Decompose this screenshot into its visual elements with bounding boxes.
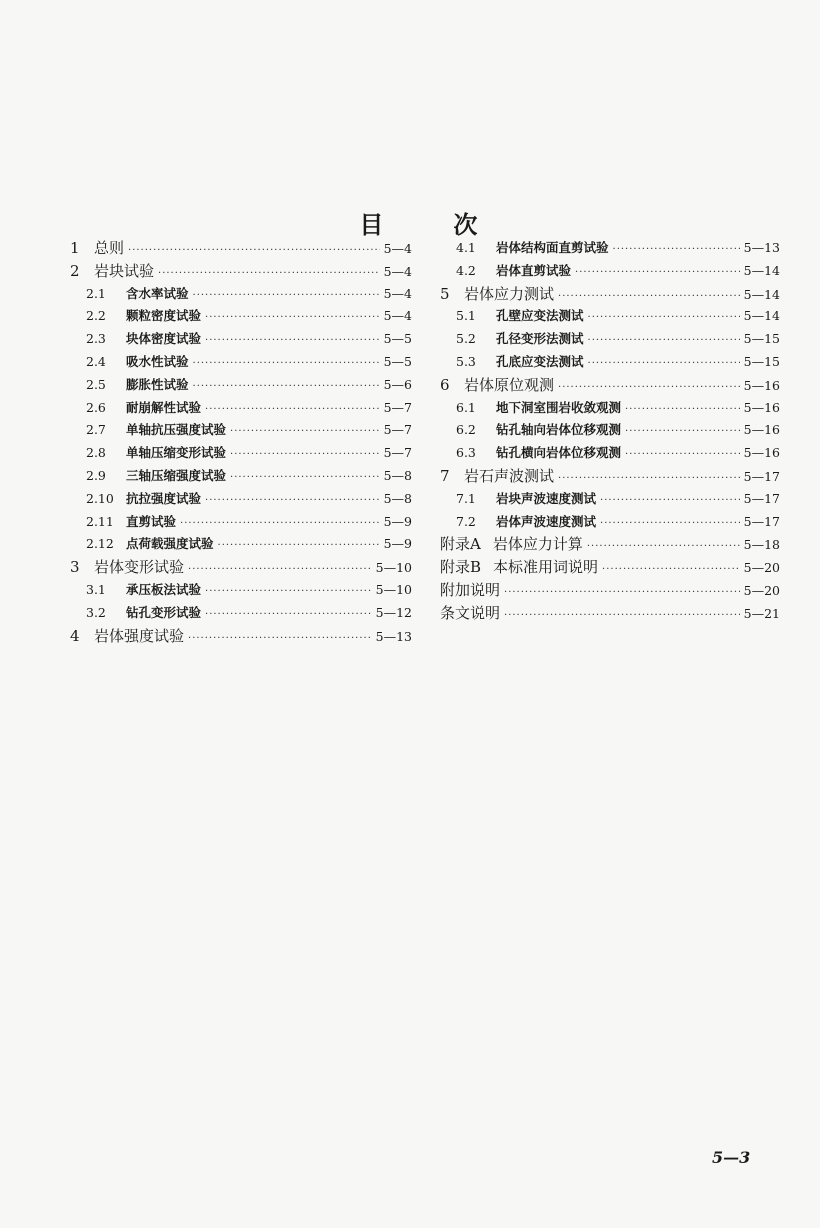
- toc-right-column: [440, 237, 780, 625]
- toc-entry-page: 5—13: [743, 240, 780, 255]
- toc-entry-page: 5—8: [383, 490, 412, 506]
- toc-dot-leader: [205, 490, 380, 513]
- toc-entry-number: 7.2: [456, 513, 476, 529]
- toc-dot-leader: [230, 467, 380, 490]
- toc-entry-title: 岩体直剪试验: [496, 262, 572, 278]
- toc-entry[interactable]: [440, 533, 780, 556]
- toc-entry-title: 抗拉强度试验: [126, 490, 202, 506]
- title-char-1: 目: [359, 210, 384, 239]
- toc-entry-page: 5—20: [743, 582, 780, 598]
- toc-entry-number: 2.10: [86, 490, 114, 506]
- toc-entry-number: 2.5: [86, 376, 106, 392]
- page-title: [0, 176, 820, 240]
- toc-entry-page: 5—4: [383, 285, 412, 301]
- toc-dot-leader: [602, 559, 740, 582]
- toc-entry-page: 5—20: [743, 560, 780, 576]
- toc-entry-title: 岩体声波速度测试: [496, 513, 597, 529]
- toc-dot-leader: [193, 285, 380, 308]
- toc-dot-leader: [193, 353, 380, 376]
- toc-entry-page: 5—7: [383, 445, 412, 461]
- toc-dot-leader: [128, 240, 380, 263]
- toc-entry[interactable]: [70, 465, 412, 488]
- toc-entry-page: 5—13: [375, 628, 412, 644]
- toc-entry-page: 5—5: [383, 331, 412, 347]
- toc-entry-number: 4.1: [456, 240, 476, 255]
- toc-entry-title: 直剪试验: [126, 513, 177, 529]
- toc-entry-title: 岩体应力测试: [464, 284, 555, 303]
- toc-entry-page: 5—4: [383, 308, 412, 324]
- toc-entry-page: 5—14: [743, 308, 780, 324]
- toc-entry[interactable]: [440, 328, 780, 351]
- toc-entry[interactable]: [440, 283, 780, 306]
- toc-dot-leader: [504, 582, 740, 605]
- toc-entry-number: 6.2: [456, 422, 476, 438]
- toc-entry-title: 岩块试验: [94, 261, 155, 280]
- toc-entry[interactable]: [440, 397, 780, 420]
- toc-entry-number: 2.1: [86, 285, 106, 301]
- toc-dot-leader: [575, 262, 740, 285]
- toc-entry[interactable]: [440, 305, 780, 328]
- toc-entry-title: 钻孔变形试验: [126, 604, 202, 620]
- toc-entry-title: 吸水性试验: [126, 353, 189, 369]
- toc-entry-title: 钻孔轴向岩体位移观测: [496, 422, 622, 438]
- toc-dot-leader: [625, 444, 740, 467]
- toc-entry-title: 岩体原位观测: [464, 375, 555, 394]
- toc-entry-page: 5—17: [743, 513, 780, 529]
- toc-entry-title: 总则: [94, 239, 125, 257]
- toc-entry-number: 2: [70, 261, 80, 280]
- toc-dot-leader: [230, 421, 380, 444]
- toc-entry-number: 2.8: [86, 445, 106, 461]
- toc-entry-page: 5—14: [743, 262, 780, 278]
- toc-entry[interactable]: [70, 511, 412, 534]
- toc-entry[interactable]: [70, 556, 412, 579]
- toc-entry-page: 5—6: [383, 376, 412, 392]
- toc-dot-leader: [600, 490, 740, 513]
- toc-entry-number: 7: [440, 466, 450, 485]
- toc-dot-leader: [205, 399, 380, 422]
- toc-entry-page: 5—21: [743, 605, 780, 621]
- toc-dot-leader: [193, 376, 380, 399]
- toc-entry-number: 2.6: [86, 399, 106, 415]
- toc-entry-title: 岩石声波测试: [464, 466, 555, 485]
- toc-entry-title: 含水率试验: [126, 285, 189, 301]
- toc-entry[interactable]: [440, 511, 780, 534]
- toc-entry-title: 岩体强度试验: [94, 626, 185, 645]
- toc-entry-number: 6.3: [456, 445, 476, 461]
- toc-entry[interactable]: [440, 602, 780, 625]
- toc-entry-page: 5—16: [743, 399, 780, 415]
- toc-entry-page: 5—7: [383, 399, 412, 415]
- toc-dot-leader: [230, 444, 380, 467]
- toc-entry[interactable]: [70, 602, 412, 625]
- toc-entry-number: 2.2: [86, 308, 106, 324]
- toc-entry-number: 2.4: [86, 353, 106, 369]
- toc-entry-title: 本标准用词说明: [493, 558, 599, 577]
- toc-entry-number: 3.1: [86, 581, 106, 597]
- toc-entry[interactable]: [70, 374, 412, 397]
- toc-dot-leader: [587, 536, 740, 559]
- toc-entry[interactable]: [440, 488, 780, 511]
- toc-entry[interactable]: [440, 579, 780, 602]
- toc-dot-leader: [205, 604, 372, 627]
- toc-dot-leader: [504, 605, 740, 628]
- toc-dot-leader: [205, 330, 380, 353]
- toc-entry-number: 2.12: [86, 536, 114, 552]
- toc-entry-number: 4: [70, 626, 80, 645]
- toc-entry-number: 2.9: [86, 467, 106, 483]
- toc-entry-page: 5—16: [743, 377, 780, 393]
- toc-entry-page: 5—16: [743, 445, 780, 461]
- toc-entry[interactable]: [440, 556, 780, 579]
- toc-dot-leader: [600, 513, 740, 536]
- toc-dot-leader: [205, 581, 372, 604]
- toc-entry-number: 6.1: [456, 399, 476, 415]
- toc-entry-number: 1: [70, 239, 80, 257]
- toc-entry-page: 5—4: [383, 263, 412, 279]
- toc-entry-number: 3: [70, 558, 80, 577]
- toc-entry-number: 5: [440, 284, 450, 303]
- toc-entry-number: 2.3: [86, 331, 106, 347]
- toc-entry-page: 5—10: [375, 581, 412, 597]
- toc-entry-title: 孔径变形法测试: [496, 331, 584, 347]
- toc-entry-page: 5—14: [743, 286, 780, 302]
- toc-entry[interactable]: [440, 465, 780, 488]
- toc-entry-page: 5—9: [383, 513, 412, 529]
- toc-dot-leader: [205, 307, 380, 330]
- toc-entry[interactable]: [70, 283, 412, 306]
- toc-entry-title: 块体密度试验: [126, 331, 202, 347]
- toc-dot-leader: [180, 513, 380, 536]
- toc-entry-number: 附录B: [440, 558, 482, 577]
- toc-dot-leader: [188, 559, 372, 582]
- toc-entry-page: 5—17: [743, 468, 780, 484]
- toc-entry-title: 孔壁应变法测试: [496, 308, 584, 324]
- toc-left-column: [70, 237, 412, 647]
- toc-entry-title: 单轴压缩变形试验: [126, 445, 227, 461]
- toc-entry-title: 孔底应变法测试: [496, 353, 584, 369]
- toc-dot-leader: [625, 399, 740, 422]
- toc-entry-number: 3.2: [86, 604, 106, 620]
- toc-entry-title: 承压板法试验: [126, 581, 202, 597]
- toc-dot-leader: [218, 535, 380, 558]
- toc-entry[interactable]: [70, 625, 412, 648]
- toc-dot-leader: [558, 286, 740, 309]
- toc-entry[interactable]: [440, 442, 780, 465]
- toc-entry-page: 5—8: [383, 467, 412, 483]
- toc-entry[interactable]: [70, 397, 412, 420]
- toc-entry-number: 5.2: [456, 331, 476, 347]
- toc-entry-title: 岩体变形试验: [94, 558, 185, 577]
- toc-dot-leader: [588, 307, 740, 330]
- toc-dot-leader: [158, 263, 380, 286]
- title-char-2: 次: [453, 210, 478, 239]
- toc-entry-number: 附录A: [440, 535, 481, 554]
- toc-dot-leader: [613, 239, 740, 262]
- toc-entry[interactable]: [70, 488, 412, 511]
- toc-entry[interactable]: [440, 237, 780, 260]
- toc-entry[interactable]: [70, 351, 412, 374]
- toc-entry[interactable]: [440, 260, 780, 283]
- toc-entry-number: 5.3: [456, 353, 476, 369]
- toc-entry[interactable]: [70, 328, 412, 351]
- toc-dot-leader: [188, 628, 372, 651]
- toc-entry-title: 三轴压缩强度试验: [126, 467, 227, 483]
- toc-entry-title: 颗粒密度试验: [126, 308, 202, 324]
- toc-entry[interactable]: [440, 351, 780, 374]
- toc-entry-page: 5—15: [743, 353, 780, 369]
- toc-entry-title: 条文说明: [440, 603, 501, 622]
- toc-entry-page: 5—16: [743, 422, 780, 438]
- toc-entry[interactable]: [440, 419, 780, 442]
- toc-entry-number: 6: [440, 375, 450, 394]
- toc-entry-page: 5—7: [383, 422, 412, 438]
- toc-dot-leader: [588, 353, 740, 376]
- toc-entry[interactable]: [70, 419, 412, 442]
- toc-dot-leader: [588, 330, 740, 353]
- toc-entry-number: 2.7: [86, 422, 106, 438]
- toc-entry-title: 点荷载强度试验: [126, 536, 214, 552]
- toc-entry-number: 5.1: [456, 308, 476, 324]
- toc-entry[interactable]: [70, 260, 412, 283]
- toc-entry-title: 地下洞室围岩收敛观测: [496, 399, 622, 415]
- toc-entry-page: 5—10: [375, 560, 412, 576]
- toc-entry-page: 5—15: [743, 331, 780, 347]
- toc-entry-title: 钻孔横向岩体位移观测: [496, 445, 622, 461]
- toc-entry-title: 岩体结构面直剪试验: [496, 240, 609, 255]
- toc-entry-page: 5—4: [383, 241, 412, 256]
- toc-entry-title: 岩块声波速度测试: [496, 490, 597, 506]
- toc-entry-page: 5—18: [743, 537, 780, 553]
- toc-entry[interactable]: [70, 533, 412, 556]
- toc-entry[interactable]: [70, 305, 412, 328]
- toc-entry-number: 2.11: [86, 513, 114, 529]
- toc-entry[interactable]: [70, 442, 412, 465]
- toc-entry-title: 耐崩解性试验: [126, 399, 202, 415]
- toc-entry-title: 岩体应力计算: [492, 535, 583, 554]
- toc-entry-number: 7.1: [456, 490, 476, 506]
- toc-entry-title: 附加说明: [440, 580, 501, 599]
- toc-entry-title: 单轴抗压强度试验: [126, 422, 227, 438]
- toc-entry[interactable]: [70, 579, 412, 602]
- toc-entry-page: 5—9: [383, 536, 412, 552]
- toc-dot-leader: [625, 421, 740, 444]
- toc-entry[interactable]: [440, 374, 780, 397]
- toc-entry-number: 4.2: [456, 262, 476, 278]
- toc-entry-page: 5—17: [743, 490, 780, 506]
- toc-entry-page: 5—5: [383, 353, 412, 369]
- page-number: 5—3: [712, 1148, 751, 1167]
- toc-entry[interactable]: [70, 237, 412, 260]
- toc-entry-page: 5—12: [375, 604, 412, 620]
- toc-entry-title: 膨胀性试验: [126, 376, 189, 392]
